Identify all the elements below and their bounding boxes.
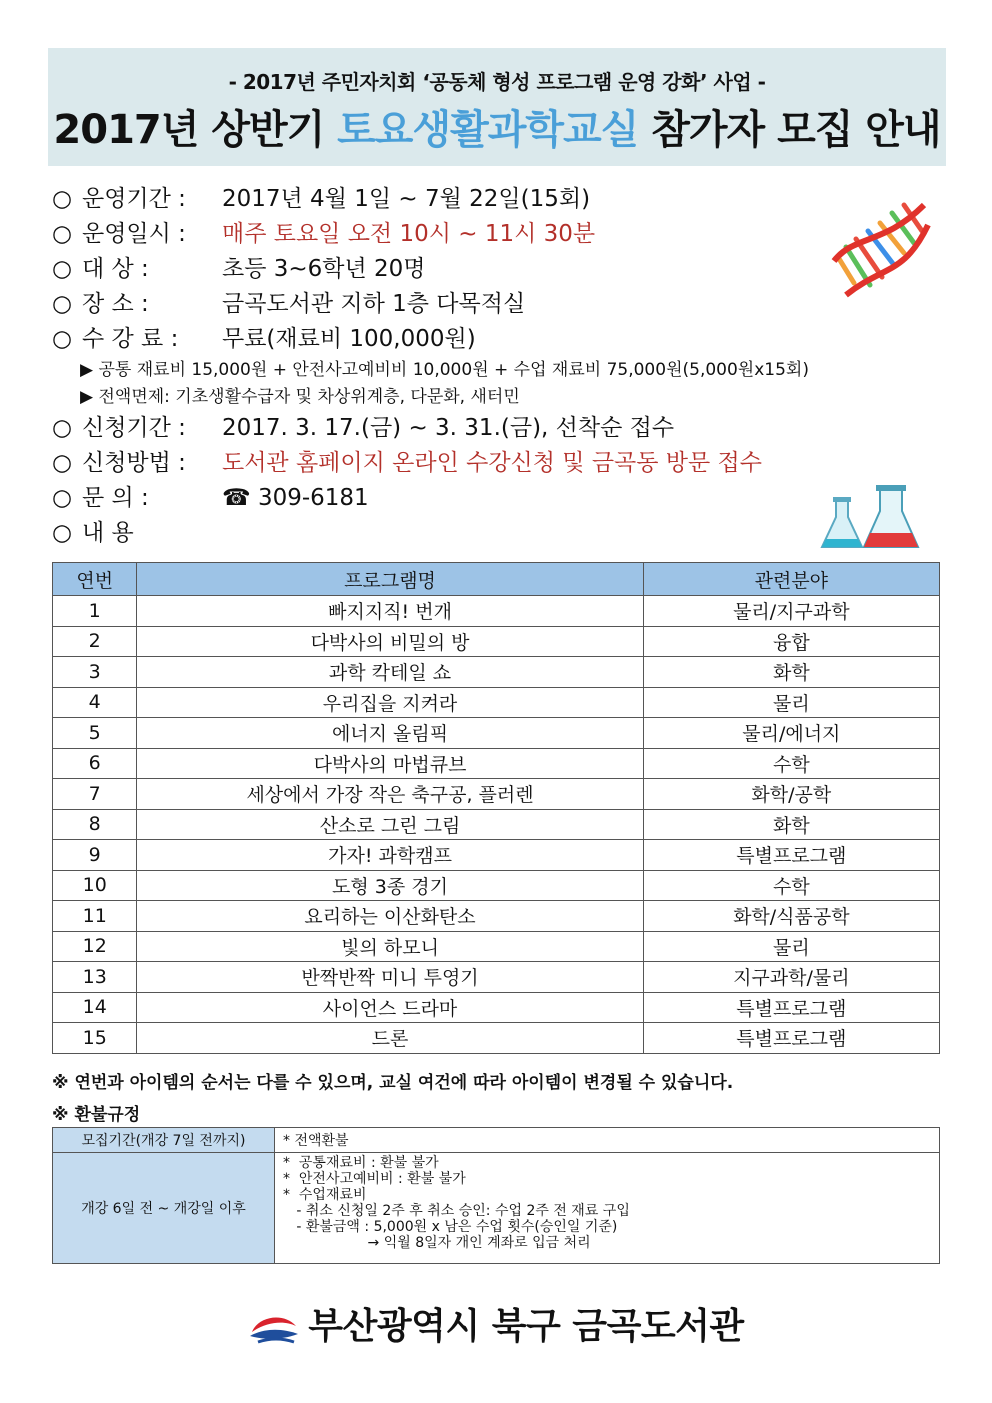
info-row-period	[52, 182, 932, 217]
refund-line: * 수업재료비	[283, 1187, 367, 1203]
info-label: 문 의 :	[82, 485, 149, 511]
cell-program: 과학 칵테일 쇼	[137, 657, 643, 688]
cell-number: 2	[53, 626, 137, 657]
table-row	[53, 962, 940, 993]
cell-program: 우리집을 지켜라	[137, 687, 643, 718]
info-label: 신청기간 :	[82, 415, 186, 441]
cell-program: 세상에서 가장 작은 축구공, 플러렌	[137, 779, 643, 810]
table-row	[53, 687, 940, 718]
info-value: ☎ 309-6181	[222, 485, 369, 511]
footer-text: 부산광역시 북구 금곡도서관	[308, 1306, 744, 1347]
info-value: 금곡도서관 지하 1층 다목적실	[222, 291, 526, 317]
bullet-circle: ○	[52, 326, 73, 352]
info-row-apply-method	[52, 446, 932, 481]
cell-program: 도형 3종 경기	[137, 870, 643, 901]
info-label: 내 용	[82, 520, 134, 546]
cell-program: 가자! 과학캠프	[137, 840, 643, 871]
refund-line: → 익월 8일자 개인 계좌로 입금 처리	[283, 1235, 591, 1251]
cell-field: 화학	[643, 657, 939, 688]
cell-number: 3	[53, 657, 137, 688]
table-row	[53, 901, 940, 932]
table-row	[53, 931, 940, 962]
info-label: 대 상 :	[82, 256, 149, 282]
cell-field: 지구과학/물리	[643, 962, 939, 993]
info-value: 도서관 홈페이지 온라인 수강신청 및 금곡동 방문 접수	[222, 450, 762, 476]
info-value: 초등 3~6학년 20명	[222, 256, 426, 282]
info-value: 2017. 3. 17.(금) ~ 3. 31.(금), 선착순 접수	[222, 415, 675, 441]
info-label: 운영기간 :	[82, 186, 186, 212]
cell-field: 특별프로그램	[643, 1023, 939, 1054]
table-row	[53, 626, 940, 657]
refund-row	[53, 1128, 940, 1153]
cell-number: 6	[53, 748, 137, 779]
cell-number: 11	[53, 901, 137, 932]
refund-table	[52, 1127, 940, 1264]
refund-title: ※ 환불규정	[52, 1105, 141, 1125]
info-row-contact	[52, 481, 932, 516]
refund-label: 모집기간(개강 7일 전까지)	[53, 1128, 275, 1153]
exemption-note: ▶ 전액면제: 기초생활수급자 및 차상위계층, 다문화, 새터민	[80, 387, 520, 407]
bullet-circle: ○	[52, 221, 73, 247]
refund-line: - 환불금액 : 5,000원 x 남은 수업 횟수(승인일 기준)	[283, 1219, 618, 1235]
cell-field: 특별프로그램	[643, 992, 939, 1023]
table-row	[53, 809, 940, 840]
header-banner	[48, 48, 946, 166]
program-table	[52, 562, 940, 1054]
column-header: 관련분야	[643, 563, 939, 596]
table-row	[53, 657, 940, 688]
cell-field: 물리	[643, 687, 939, 718]
cell-program: 요리하는 이산화탄소	[137, 901, 643, 932]
bullet-circle: ○	[52, 520, 73, 546]
info-value: 매주 토요일 오전 10시 ~ 11시 30분	[222, 221, 596, 247]
cell-field: 화학/공학	[643, 779, 939, 810]
cell-program: 빠지지직! 번개	[137, 596, 643, 627]
info-label: 수 강 료 :	[82, 326, 179, 352]
fee-note: ▶ 공통 재료비 15,000원 + 안전사고예비비 10,000원 + 수업 재료비 75,000원(5,000원x15회)	[80, 360, 809, 380]
cell-number: 5	[53, 718, 137, 749]
refund-label: 개강 6일 전 ~ 개강일 이후	[53, 1153, 275, 1264]
cell-field: 수학	[643, 870, 939, 901]
table-row	[53, 1023, 940, 1054]
info-row-target	[52, 252, 932, 287]
info-row-content	[52, 516, 932, 551]
refund-line: - 취소 신청일 2주 후 취소 승인: 수업 2주 전 재료 구입	[283, 1203, 630, 1219]
flask-icon	[818, 483, 928, 555]
footer-organization	[0, 1298, 992, 1349]
title-prefix: 2017년 상반기	[53, 107, 338, 153]
bullet-circle: ○	[52, 415, 73, 441]
cell-field: 융합	[643, 626, 939, 657]
title-suffix: 참가자 모집 안내	[638, 107, 941, 153]
info-row-fee	[52, 322, 932, 357]
column-header: 연번	[53, 563, 137, 596]
bullet-circle: ○	[52, 186, 73, 212]
title-highlight: 토요생활과학교실	[337, 107, 639, 153]
info-value: 무료(재료비 100,000원)	[222, 326, 476, 352]
refund-row	[53, 1153, 940, 1264]
cell-field: 물리/지구과학	[643, 596, 939, 627]
cell-number: 7	[53, 779, 137, 810]
cell-number: 15	[53, 1023, 137, 1054]
info-section	[52, 182, 932, 551]
cell-program: 반짝반짝 미니 투영기	[137, 962, 643, 993]
info-label: 장 소 :	[82, 291, 149, 317]
cell-field: 물리	[643, 931, 939, 962]
cell-field: 특별프로그램	[643, 840, 939, 871]
info-value: 2017년 4월 1일 ~ 7월 22일(15회)	[222, 186, 591, 212]
bullet-circle: ○	[52, 485, 73, 511]
cell-number: 12	[53, 931, 137, 962]
table-row	[53, 870, 940, 901]
table-row	[53, 779, 940, 810]
busan-logo-icon	[248, 1310, 300, 1346]
info-label: 신청방법 :	[82, 450, 186, 476]
table-row	[53, 718, 940, 749]
cell-number: 13	[53, 962, 137, 993]
info-row-place	[52, 287, 932, 322]
cell-number: 14	[53, 992, 137, 1023]
info-row-schedule	[52, 217, 932, 252]
info-row-apply-period	[52, 411, 932, 446]
cell-number: 4	[53, 687, 137, 718]
cell-program: 다박사의 마법큐브	[137, 748, 643, 779]
table-row	[53, 748, 940, 779]
cell-program: 빛의 하모니	[137, 931, 643, 962]
refund-line: * 안전사고예비비 : 환불 불가	[283, 1171, 466, 1187]
cell-number: 9	[53, 840, 137, 871]
order-remark: ※ 연번과 아이템의 순서는 다를 수 있으며, 교실 여건에 따라 아이템이 변경될 수 있습니다.	[52, 1073, 734, 1093]
page-title	[48, 98, 946, 155]
cell-number: 1	[53, 596, 137, 627]
column-header: 프로그램명	[137, 563, 643, 596]
cell-program: 산소로 그린 그림	[137, 809, 643, 840]
bullet-circle: ○	[52, 450, 73, 476]
cell-field: 화학	[643, 809, 939, 840]
table-row	[53, 840, 940, 871]
table-header-row	[53, 563, 940, 596]
refund-text: * 전액환불	[275, 1128, 940, 1153]
bullet-circle: ○	[52, 291, 73, 317]
cell-number: 8	[53, 809, 137, 840]
cell-field: 물리/에너지	[643, 718, 939, 749]
refund-detail	[275, 1153, 940, 1264]
cell-field: 수학	[643, 748, 939, 779]
table-row	[53, 992, 940, 1023]
cell-program: 에너지 올림픽	[137, 718, 643, 749]
cell-program: 사이언스 드라마	[137, 992, 643, 1023]
bullet-circle: ○	[52, 256, 73, 282]
table-row	[53, 596, 940, 627]
cell-field: 화학/식품공학	[643, 901, 939, 932]
cell-program: 드론	[137, 1023, 643, 1054]
info-label: 운영일시 :	[82, 221, 186, 247]
cell-program: 다박사의 비밀의 방	[137, 626, 643, 657]
refund-line: * 공통재료비 : 환불 불가	[283, 1155, 439, 1171]
cell-number: 10	[53, 870, 137, 901]
subtitle: - 2017년 주민자치회 ‘공동체 형성 프로그램 운영 강화’ 사업 -	[228, 70, 766, 94]
